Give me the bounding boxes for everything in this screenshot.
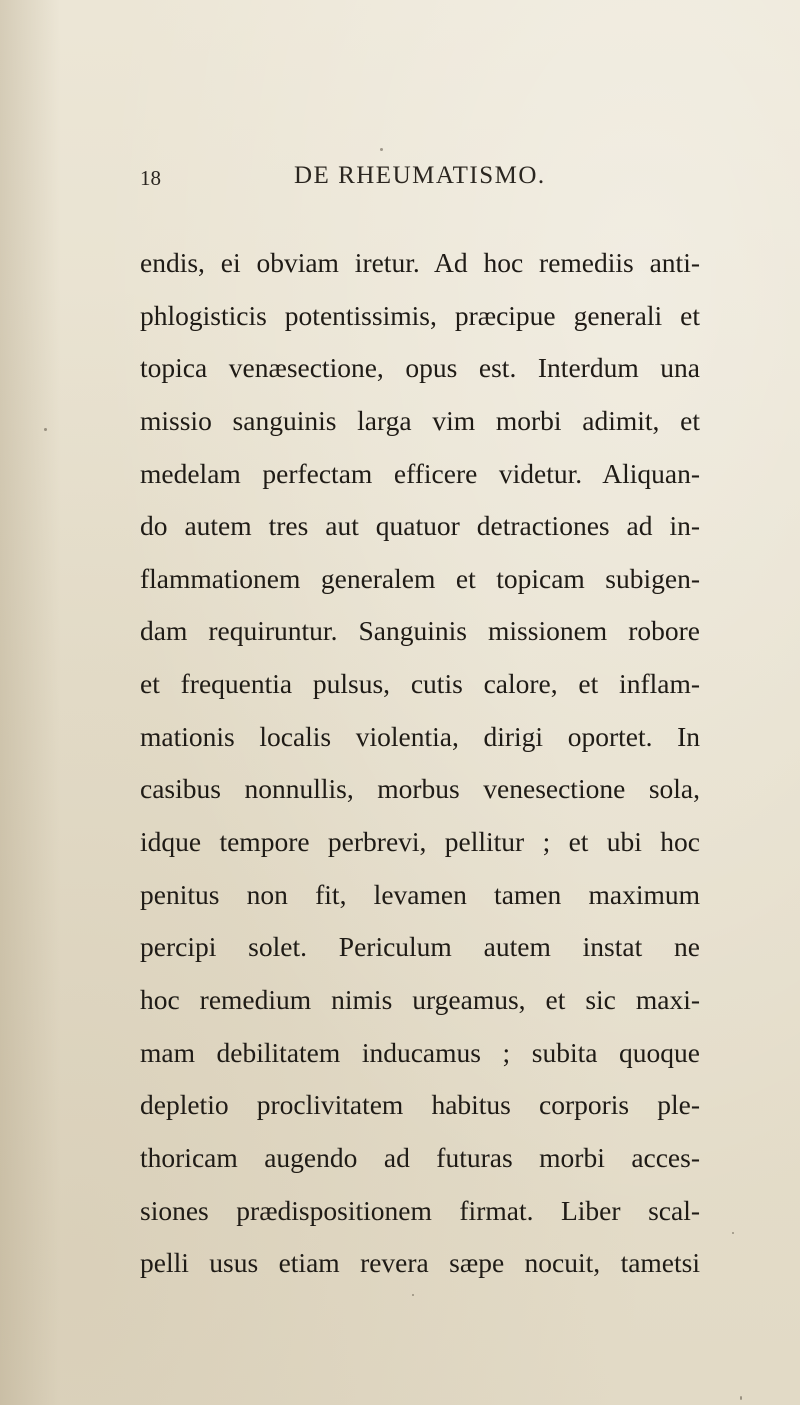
text-line: penitus non fit, levamen tamen maximum xyxy=(140,878,700,910)
body-text xyxy=(140,237,700,1290)
text-line: topica venæsectione, opus est. Interdum una xyxy=(140,352,700,384)
page-number: 18 xyxy=(140,166,161,190)
text-line: depletio proclivitatem habitus corporis ple- xyxy=(140,1089,700,1121)
ink-speck xyxy=(380,148,383,151)
text-line: percipi solet. Periculum autem instat ne xyxy=(140,931,700,963)
text-line: flammationem generalem et topicam subigen- xyxy=(140,562,700,594)
text-line: medelam perfectam efficere videtur. Aliquan- xyxy=(140,457,700,489)
text-line: missio sanguinis larga vim morbi adimit, et xyxy=(140,404,700,436)
text-line: mam debilitatem inducamus ; subita quoque xyxy=(140,1036,700,1068)
text-line: casibus nonnullis, morbus venesectione sola, xyxy=(140,773,700,805)
running-head xyxy=(140,162,700,202)
ink-speck xyxy=(740,1396,742,1400)
text-line: et frequentia pulsus, cutis calore, et inflam- xyxy=(140,668,700,700)
ink-speck xyxy=(44,428,47,431)
text-line: dam requiruntur. Sanguinis missionem robore xyxy=(140,615,700,647)
text-line: idque tempore perbrevi, pellitur ; et ubi hoc xyxy=(140,826,700,858)
text-line: hoc remedium nimis urgeamus, et sic maxi- xyxy=(140,983,700,1015)
text-line: phlogisticis potentissimis, præcipue generali et xyxy=(140,299,700,331)
text-line: mationis localis violentia, dirigi oportet. In xyxy=(140,720,700,752)
text-line: endis, ei obviam iretur. Ad hoc remediis anti- xyxy=(140,247,700,278)
header-title: DE RHEUMATISMO. xyxy=(294,162,546,189)
text-line: do autem tres aut quatuor detractiones ad in- xyxy=(140,510,700,542)
text-line: pelli usus etiam revera sæpe nocuit, tametsi xyxy=(140,1247,700,1279)
ink-speck xyxy=(732,1232,734,1234)
ink-speck xyxy=(412,1294,414,1296)
text-line: thoricam augendo ad futuras morbi acces- xyxy=(140,1141,700,1173)
text-line: siones prædispositionem firmat. Liber scal- xyxy=(140,1194,700,1226)
